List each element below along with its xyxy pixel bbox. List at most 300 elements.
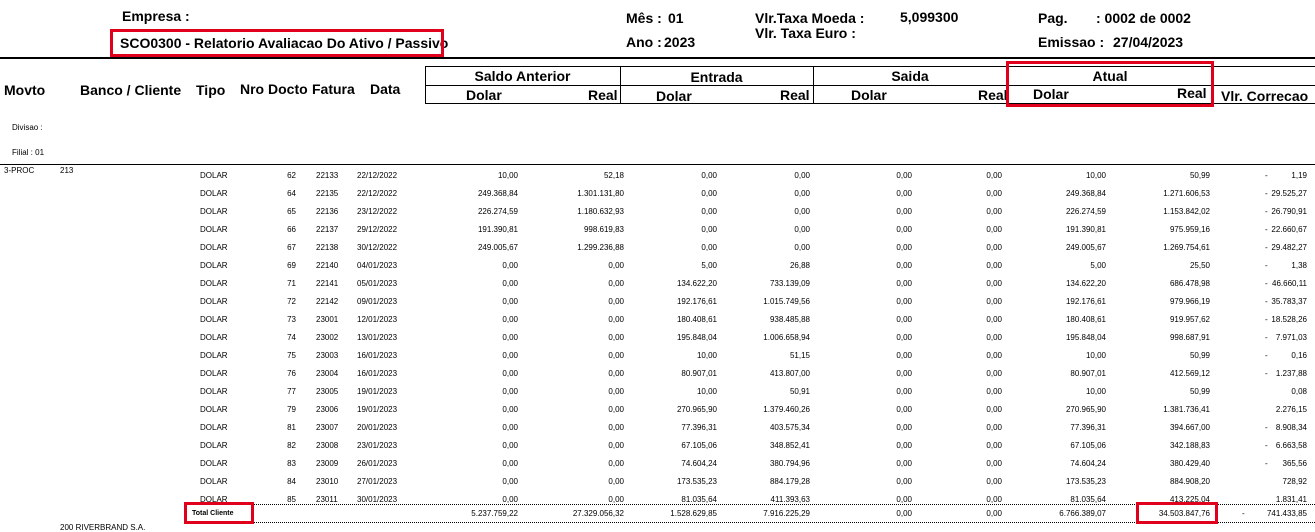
cell-en-dolar: 0,00 bbox=[701, 189, 717, 198]
cell-sa-dolar: 249.005,67 bbox=[477, 243, 518, 252]
cell-tipo: DOLAR bbox=[200, 279, 228, 288]
cell-at-dolar: 81.035,64 bbox=[1070, 495, 1106, 504]
table-row bbox=[0, 310, 1315, 328]
cell-tipo: DOLAR bbox=[200, 495, 228, 504]
mes-label: Mês : bbox=[626, 10, 662, 26]
entrada-real-header: Real bbox=[780, 87, 810, 103]
cell-tipo: DOLAR bbox=[200, 297, 228, 306]
cell-en-real: 0,00 bbox=[794, 243, 810, 252]
cell-sa-dolar: 0,00 bbox=[502, 423, 518, 432]
entrada-dolar-header: Dolar bbox=[656, 88, 692, 104]
cell-en-dolar: 0,00 bbox=[701, 243, 717, 252]
taxa-euro-label: Vlr. Taxa Euro : bbox=[755, 25, 856, 41]
cell-sign: - bbox=[1265, 333, 1268, 342]
table-row bbox=[0, 400, 1315, 418]
cell-sa-dolar: 0,00 bbox=[502, 477, 518, 486]
total-sd-dolar: 0,00 bbox=[896, 509, 912, 518]
cell-en-real: 1.015.749,56 bbox=[763, 297, 810, 306]
cell-en-real: 51,15 bbox=[789, 351, 810, 360]
cell-fatura: 23007 bbox=[316, 423, 339, 432]
filial-label: Filial : 01 bbox=[12, 148, 45, 157]
cell-sd-dolar: 0,00 bbox=[896, 225, 912, 234]
cell-data: 19/01/2023 bbox=[357, 387, 398, 396]
table-row bbox=[0, 292, 1315, 310]
cell-en-real: 413.807,00 bbox=[769, 369, 810, 378]
cell-fatura: 22142 bbox=[316, 297, 339, 306]
atual-dolar-header: Dolar bbox=[1033, 86, 1069, 102]
col-vlr-correcao: Vlr. Correcao bbox=[1221, 88, 1309, 104]
table-row bbox=[0, 274, 1315, 292]
cell-at-real: 998.687,91 bbox=[1169, 333, 1210, 342]
cell-tipo: DOLAR bbox=[200, 189, 228, 198]
cell-sa-dolar: 191.390,81 bbox=[477, 225, 518, 234]
cell-at-dolar: 270.965,90 bbox=[1065, 405, 1106, 414]
cell-at-dolar: 10,00 bbox=[1085, 171, 1106, 180]
group-saldo-anterior: Saldo Anterior bbox=[474, 68, 571, 84]
body-rule bbox=[0, 164, 1315, 165]
cell-at-dolar: 173.535,23 bbox=[1065, 477, 1106, 486]
taxa-moeda-label: Vlr.Taxa Moeda : bbox=[755, 10, 865, 26]
cell-sa-dolar: 0,00 bbox=[502, 441, 518, 450]
cell-en-real: 1.006.658,94 bbox=[763, 333, 810, 342]
cell-fatura: 23004 bbox=[316, 369, 339, 378]
cell-en-dolar: 0,00 bbox=[701, 171, 717, 180]
cell-at-dolar: 249.368,84 bbox=[1065, 189, 1106, 198]
cell-corr: 1.831,41 bbox=[1275, 495, 1307, 504]
cell-at-dolar: 77.396,31 bbox=[1070, 423, 1106, 432]
cell-fatura: 23006 bbox=[316, 405, 339, 414]
cell-data: 23/01/2023 bbox=[357, 441, 398, 450]
col-fatura: Fatura bbox=[312, 81, 355, 97]
cell-sd-dolar: 0,00 bbox=[896, 369, 912, 378]
cell-tipo: DOLAR bbox=[200, 387, 228, 396]
cell-sa-dolar: 249.368,84 bbox=[477, 189, 518, 198]
cell-fatura: 22141 bbox=[316, 279, 339, 288]
cell-en-dolar: 10,00 bbox=[696, 387, 717, 396]
cell-nro: 72 bbox=[287, 297, 296, 306]
cell-corr: 0,16 bbox=[1291, 351, 1307, 360]
cell-fatura: 22135 bbox=[316, 189, 339, 198]
col-nro-docto: Nro Docto bbox=[240, 81, 308, 97]
cell-data: 09/01/2023 bbox=[357, 297, 398, 306]
cell-sd-dolar: 0,00 bbox=[896, 297, 912, 306]
cell-data: 29/12/2022 bbox=[357, 225, 398, 234]
group-saida: Saida bbox=[891, 68, 929, 84]
cliente-code: 213 bbox=[60, 166, 74, 175]
cell-at-dolar: 74.604,24 bbox=[1070, 459, 1106, 468]
cell-sa-dolar: 0,00 bbox=[502, 405, 518, 414]
cell-en-dolar: 10,00 bbox=[696, 351, 717, 360]
cell-sa-dolar: 0,00 bbox=[502, 315, 518, 324]
cell-sign: - bbox=[1265, 441, 1268, 450]
cell-en-real: 0,00 bbox=[794, 189, 810, 198]
cell-sa-dolar: 0,00 bbox=[502, 297, 518, 306]
cell-data: 22/12/2022 bbox=[357, 171, 398, 180]
cell-sa-dolar: 0,00 bbox=[502, 351, 518, 360]
cell-sd-real: 0,00 bbox=[986, 171, 1002, 180]
cell-at-dolar: 80.907,01 bbox=[1070, 369, 1106, 378]
cell-en-dolar: 67.105,06 bbox=[681, 441, 717, 450]
cell-corr: 29.525,27 bbox=[1271, 189, 1307, 198]
cell-nro: 77 bbox=[287, 387, 296, 396]
table-row bbox=[0, 364, 1315, 382]
cell-sd-real: 0,00 bbox=[986, 351, 1002, 360]
cell-sa-dolar: 0,00 bbox=[502, 261, 518, 270]
cell-sign: - bbox=[1265, 459, 1268, 468]
cell-at-dolar: 10,00 bbox=[1085, 387, 1106, 396]
table-row bbox=[0, 472, 1315, 490]
cell-data: 26/01/2023 bbox=[357, 459, 398, 468]
cell-corr: 35.783,37 bbox=[1271, 297, 1307, 306]
cell-tipo: DOLAR bbox=[200, 207, 228, 216]
cell-sa-real: 998.619,83 bbox=[583, 225, 624, 234]
cell-fatura: 22133 bbox=[316, 171, 339, 180]
cell-fatura: 23001 bbox=[316, 315, 339, 324]
cell-sd-real: 0,00 bbox=[986, 441, 1002, 450]
cell-corr: 1,19 bbox=[1291, 171, 1307, 180]
cell-fatura: 23003 bbox=[316, 351, 339, 360]
cell-sa-dolar: 0,00 bbox=[502, 369, 518, 378]
cell-en-real: 50,91 bbox=[789, 387, 810, 396]
highlight-total-atual-real bbox=[1136, 502, 1218, 524]
cell-sa-real: 1.301.131,80 bbox=[577, 189, 624, 198]
cell-sd-real: 0,00 bbox=[986, 243, 1002, 252]
cell-sd-real: 0,00 bbox=[986, 225, 1002, 234]
saida-dolar-header: Dolar bbox=[851, 87, 887, 103]
cell-at-real: 919.957,62 bbox=[1169, 315, 1210, 324]
cell-fatura: 23005 bbox=[316, 387, 339, 396]
table-row bbox=[0, 256, 1315, 274]
table-row bbox=[0, 166, 1315, 184]
cell-nro: 82 bbox=[287, 441, 296, 450]
next-client: 200 RIVERBRAND S.A. bbox=[60, 523, 146, 532]
cell-sign: - bbox=[1265, 351, 1268, 360]
cell-sa-real: 0,00 bbox=[608, 333, 624, 342]
cell-sa-real: 52,18 bbox=[603, 171, 624, 180]
cell-data: 05/01/2023 bbox=[357, 279, 398, 288]
cell-corr: 7.971,03 bbox=[1275, 333, 1307, 342]
cell-en-real: 0,00 bbox=[794, 207, 810, 216]
cell-data: 16/01/2023 bbox=[357, 369, 398, 378]
cell-en-real: 0,00 bbox=[794, 171, 810, 180]
cell-sd-real: 0,00 bbox=[986, 477, 1002, 486]
cell-nro: 73 bbox=[287, 315, 296, 324]
cell-at-dolar: 226.274,59 bbox=[1065, 207, 1106, 216]
cell-sign: - bbox=[1265, 207, 1268, 216]
atual-real-header: Real bbox=[1177, 85, 1207, 101]
movto-value: 3-PROC bbox=[4, 166, 35, 175]
cell-corr: 8.908,34 bbox=[1275, 423, 1307, 432]
cell-en-dolar: 0,00 bbox=[701, 207, 717, 216]
cell-sd-dolar: 0,00 bbox=[896, 315, 912, 324]
cell-en-dolar: 81.035,64 bbox=[681, 495, 717, 504]
cell-at-real: 975.959,16 bbox=[1169, 225, 1210, 234]
cell-data: 13/01/2023 bbox=[357, 333, 398, 342]
cell-sign: - bbox=[1265, 369, 1268, 378]
cell-sd-dolar: 0,00 bbox=[896, 189, 912, 198]
cell-nro: 69 bbox=[287, 261, 296, 270]
cell-nro: 64 bbox=[287, 189, 296, 198]
saldo-dolar-header: Dolar bbox=[466, 87, 502, 103]
cell-nro: 76 bbox=[287, 369, 296, 378]
highlight-report-title bbox=[110, 29, 444, 57]
cell-sd-real: 0,00 bbox=[986, 279, 1002, 288]
cell-en-real: 411.393,63 bbox=[770, 495, 810, 504]
col-tipo: Tipo bbox=[196, 82, 226, 98]
cell-data: 16/01/2023 bbox=[357, 351, 398, 360]
cell-at-real: 50,99 bbox=[1189, 387, 1210, 396]
cell-sd-real: 0,00 bbox=[986, 369, 1002, 378]
cell-sign: - bbox=[1265, 171, 1268, 180]
cell-at-dolar: 191.390,81 bbox=[1065, 225, 1106, 234]
cell-data: 27/01/2023 bbox=[357, 477, 398, 486]
cell-at-real: 412.569,12 bbox=[1169, 369, 1210, 378]
header-rule bbox=[0, 57, 1315, 59]
cell-at-real: 380.429,40 bbox=[1169, 459, 1210, 468]
cell-sd-dolar: 0,00 bbox=[896, 405, 912, 414]
cell-sa-dolar: 0,00 bbox=[502, 495, 518, 504]
cell-nro: 85 bbox=[287, 495, 296, 504]
cell-sign: - bbox=[1265, 279, 1268, 288]
total-sd-real: 0,00 bbox=[986, 509, 1002, 518]
cell-corr: 18.528,26 bbox=[1271, 315, 1307, 324]
cell-at-dolar: 249.005,67 bbox=[1065, 243, 1106, 252]
cell-at-real: 884.908,20 bbox=[1169, 477, 1210, 486]
cell-en-real: 403.575,34 bbox=[769, 423, 810, 432]
cell-at-real: 686.478,98 bbox=[1169, 279, 1210, 288]
highlight-total-label bbox=[184, 502, 254, 524]
cell-sd-dolar: 0,00 bbox=[896, 495, 912, 504]
cell-data: 30/12/2022 bbox=[357, 243, 398, 252]
cell-at-real: 50,99 bbox=[1189, 351, 1210, 360]
cell-sd-real: 0,00 bbox=[986, 261, 1002, 270]
cell-sa-real: 0,00 bbox=[608, 387, 624, 396]
cell-sa-real: 0,00 bbox=[608, 459, 624, 468]
cell-sa-dolar: 226.274,59 bbox=[477, 207, 518, 216]
cell-en-real: 0,00 bbox=[794, 225, 810, 234]
table-row bbox=[0, 382, 1315, 400]
cell-sa-dolar: 0,00 bbox=[502, 387, 518, 396]
cell-sign: - bbox=[1265, 315, 1268, 324]
cell-fatura: 22138 bbox=[316, 243, 339, 252]
cell-at-real: 50,99 bbox=[1189, 171, 1210, 180]
cell-sign: - bbox=[1265, 261, 1268, 270]
cell-at-real: 394.667,00 bbox=[1169, 423, 1210, 432]
cell-en-dolar: 74.604,24 bbox=[681, 459, 717, 468]
col-banco-cliente: Banco / Cliente bbox=[80, 82, 182, 98]
cell-corr: 0,08 bbox=[1291, 387, 1307, 396]
cell-data: 04/01/2023 bbox=[357, 261, 398, 270]
cell-nro: 79 bbox=[287, 405, 296, 414]
cell-data: 22/12/2022 bbox=[357, 189, 398, 198]
cell-sa-real: 0,00 bbox=[608, 261, 624, 270]
cell-sa-real: 0,00 bbox=[608, 297, 624, 306]
cell-at-dolar: 195.848,04 bbox=[1065, 333, 1106, 342]
cell-sd-real: 0,00 bbox=[986, 495, 1002, 504]
divisao-label: Divisao : bbox=[12, 123, 43, 132]
cell-nro: 71 bbox=[287, 279, 296, 288]
emissao-value: 27/04/2023 bbox=[1113, 34, 1184, 50]
cell-sa-real: 0,00 bbox=[608, 441, 624, 450]
taxa-moeda-value: 5,099300 bbox=[900, 9, 959, 25]
pag-label: Pag. bbox=[1038, 10, 1068, 26]
cell-corr: 1.237,88 bbox=[1275, 369, 1307, 378]
cell-sd-real: 0,00 bbox=[986, 315, 1002, 324]
cell-tipo: DOLAR bbox=[200, 423, 228, 432]
ano-label: Ano : bbox=[626, 34, 662, 50]
cell-at-real: 1.381.736,41 bbox=[1163, 405, 1210, 414]
report-title: SCO0300 - Relatorio Avaliacao Do Ativo / Passivo bbox=[120, 35, 449, 51]
cell-en-dolar: 192.176,61 bbox=[676, 297, 717, 306]
cell-tipo: DOLAR bbox=[200, 405, 228, 414]
cell-en-real: 733.139,09 bbox=[769, 279, 810, 288]
cell-sd-dolar: 0,00 bbox=[896, 441, 912, 450]
cell-sign: - bbox=[1265, 243, 1268, 252]
emissao-label: Emissao : bbox=[1038, 34, 1105, 50]
cell-fatura: 23002 bbox=[316, 333, 339, 342]
cell-data: 20/01/2023 bbox=[357, 423, 398, 432]
cell-corr: 26.790,91 bbox=[1271, 207, 1307, 216]
cell-nro: 83 bbox=[287, 459, 296, 468]
cell-sa-dolar: 10,00 bbox=[497, 171, 518, 180]
table-row bbox=[0, 454, 1315, 472]
cell-fatura: 22137 bbox=[316, 225, 339, 234]
cell-nro: 67 bbox=[287, 243, 296, 252]
cell-fatura: 22140 bbox=[316, 261, 339, 270]
cell-corr: 29.482,27 bbox=[1271, 243, 1307, 252]
cell-sd-real: 0,00 bbox=[986, 333, 1002, 342]
cell-fatura: 23011 bbox=[316, 495, 338, 504]
cell-at-real: 1.271.606,53 bbox=[1163, 189, 1210, 198]
total-label: Total Cliente bbox=[192, 510, 234, 517]
cell-tipo: DOLAR bbox=[200, 333, 228, 342]
cell-tipo: DOLAR bbox=[200, 315, 228, 324]
table-row bbox=[0, 436, 1315, 454]
cell-sd-real: 0,00 bbox=[986, 405, 1002, 414]
cell-sd-real: 0,00 bbox=[986, 297, 1002, 306]
cell-sd-dolar: 0,00 bbox=[896, 387, 912, 396]
cell-sa-real: 0,00 bbox=[608, 351, 624, 360]
table-row bbox=[0, 346, 1315, 364]
cell-nro: 62 bbox=[287, 171, 296, 180]
cell-sd-dolar: 0,00 bbox=[896, 333, 912, 342]
cell-sa-real: 0,00 bbox=[608, 423, 624, 432]
cell-tipo: DOLAR bbox=[200, 261, 228, 270]
cell-sd-real: 0,00 bbox=[986, 207, 1002, 216]
total-en-real: 7.916.225,29 bbox=[763, 509, 810, 518]
table-row bbox=[0, 238, 1315, 256]
col-data: Data bbox=[370, 81, 401, 97]
cell-fatura: 23008 bbox=[316, 441, 339, 450]
cell-en-real: 884.179,28 bbox=[769, 477, 810, 486]
cell-tipo: DOLAR bbox=[200, 459, 228, 468]
saida-real-header: Real bbox=[978, 87, 1008, 103]
table-row bbox=[0, 328, 1315, 346]
cell-data: 30/01/2023 bbox=[357, 495, 398, 504]
cell-sd-real: 0,00 bbox=[986, 423, 1002, 432]
cell-nro: 81 bbox=[287, 423, 296, 432]
cell-data: 23/12/2022 bbox=[357, 207, 398, 216]
cell-corr: 46.660,11 bbox=[1272, 279, 1307, 288]
group-atual: Atual bbox=[1092, 68, 1128, 84]
cell-sd-dolar: 0,00 bbox=[896, 207, 912, 216]
cell-corr: 22.660,67 bbox=[1271, 225, 1307, 234]
cell-en-dolar: 77.396,31 bbox=[681, 423, 717, 432]
ano-value: 2023 bbox=[664, 34, 696, 50]
cell-tipo: DOLAR bbox=[200, 441, 228, 450]
cell-sd-dolar: 0,00 bbox=[896, 171, 912, 180]
cell-data: 12/01/2023 bbox=[357, 315, 398, 324]
cell-at-dolar: 192.176,61 bbox=[1065, 297, 1106, 306]
cell-en-dolar: 0,00 bbox=[701, 225, 717, 234]
col-movto: Movto bbox=[4, 82, 46, 98]
cell-fatura: 23009 bbox=[316, 459, 339, 468]
table-row bbox=[0, 202, 1315, 220]
cell-sa-real: 0,00 bbox=[608, 315, 624, 324]
cell-sign: - bbox=[1265, 189, 1268, 198]
pag-value: : 0002 de 0002 bbox=[1096, 10, 1191, 26]
cell-corr: 2.276,15 bbox=[1275, 405, 1307, 414]
cell-sa-dolar: 0,00 bbox=[502, 459, 518, 468]
table-row bbox=[0, 184, 1315, 202]
cell-en-dolar: 173.535,23 bbox=[676, 477, 717, 486]
total-sign: - bbox=[1242, 509, 1245, 518]
cell-corr: 365,56 bbox=[1282, 459, 1307, 468]
empresa-label: Empresa : bbox=[122, 8, 190, 24]
cell-at-real: 413.225,04 bbox=[1169, 495, 1210, 504]
cell-sa-real: 0,00 bbox=[608, 279, 624, 288]
cell-en-dolar: 180.408,61 bbox=[676, 315, 717, 324]
cell-en-dolar: 195.848,04 bbox=[676, 333, 717, 342]
cell-at-real: 25,50 bbox=[1189, 261, 1210, 270]
cell-sa-dolar: 0,00 bbox=[502, 279, 518, 288]
cell-at-real: 979.966,19 bbox=[1169, 297, 1210, 306]
cell-nro: 65 bbox=[287, 207, 296, 216]
cell-tipo: DOLAR bbox=[200, 477, 228, 486]
table-row bbox=[0, 418, 1315, 436]
cell-sd-dolar: 0,00 bbox=[896, 261, 912, 270]
cell-sa-real: 0,00 bbox=[608, 495, 624, 504]
cell-en-dolar: 5,00 bbox=[701, 261, 717, 270]
cell-at-dolar: 134.622,20 bbox=[1065, 279, 1106, 288]
cell-at-real: 1.269.754,61 bbox=[1163, 243, 1210, 252]
cell-fatura: 23010 bbox=[316, 477, 339, 486]
cell-tipo: DOLAR bbox=[200, 369, 228, 378]
cell-at-dolar: 180.408,61 bbox=[1065, 315, 1106, 324]
cell-at-dolar: 67.105,06 bbox=[1070, 441, 1106, 450]
cell-sa-real: 0,00 bbox=[608, 369, 624, 378]
highlight-atual-header bbox=[1006, 61, 1214, 107]
cell-en-real: 26,88 bbox=[789, 261, 810, 270]
cell-at-real: 342.188,83 bbox=[1169, 441, 1210, 450]
cell-fatura: 22136 bbox=[316, 207, 339, 216]
cell-en-real: 348.852,41 bbox=[769, 441, 810, 450]
cell-nro: 74 bbox=[287, 333, 296, 342]
cell-sd-dolar: 0,00 bbox=[896, 459, 912, 468]
cell-tipo: DOLAR bbox=[200, 351, 228, 360]
cell-sd-dolar: 0,00 bbox=[896, 477, 912, 486]
cell-nro: 84 bbox=[287, 477, 296, 486]
cell-sign: - bbox=[1265, 423, 1268, 432]
cell-sign: - bbox=[1265, 225, 1268, 234]
cell-sd-real: 0,00 bbox=[986, 387, 1002, 396]
cell-en-dolar: 270.965,90 bbox=[676, 405, 717, 414]
cell-sd-dolar: 0,00 bbox=[896, 243, 912, 252]
cell-sd-real: 0,00 bbox=[986, 459, 1002, 468]
total-sa-dolar: 5.237.759,22 bbox=[471, 509, 518, 518]
cell-en-dolar: 134.622,20 bbox=[676, 279, 717, 288]
cell-data: 19/01/2023 bbox=[357, 405, 398, 414]
